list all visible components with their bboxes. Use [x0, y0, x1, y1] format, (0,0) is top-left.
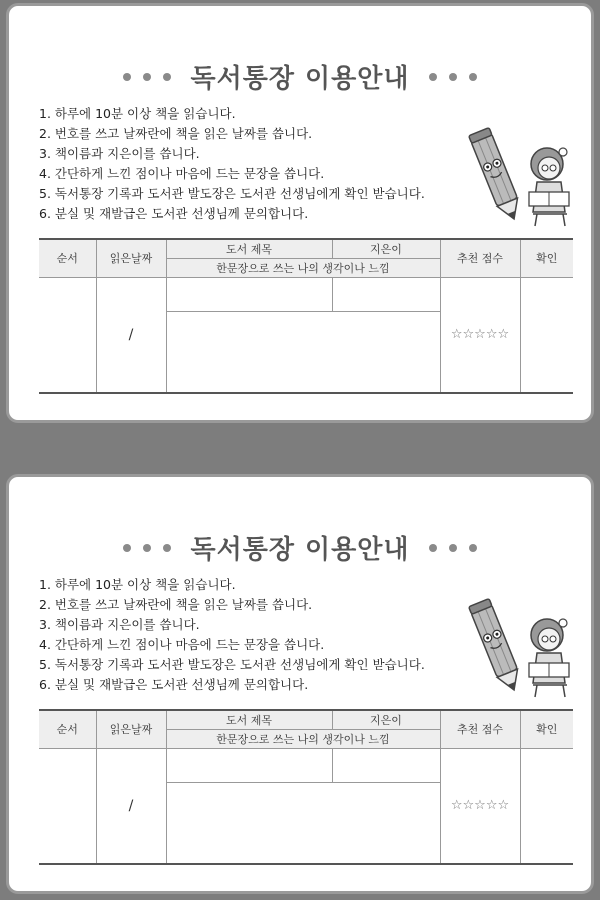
header-author: 지은이 — [332, 239, 440, 258]
header-order: 순서 — [39, 710, 96, 748]
author-cell[interactable] — [332, 277, 440, 311]
date-slash: / — [128, 326, 134, 343]
rule-item: 1. 하루에 10분 이상 책을 읽습니다. — [39, 106, 236, 121]
confirm-cell[interactable] — [520, 277, 573, 393]
header-confirm: 확인 — [520, 710, 573, 748]
header-date: 읽은날짜 — [96, 239, 166, 277]
header-book-title: 도서 제목 — [166, 239, 332, 258]
title-dots-left — [123, 544, 171, 552]
header-book-title: 도서 제목 — [166, 710, 332, 729]
star-rating-icon: ☆☆☆☆☆ — [450, 798, 510, 814]
summary-cell[interactable] — [166, 311, 440, 393]
reading-log-table — [39, 709, 573, 865]
reading-passbook-card-2 — [6, 474, 594, 894]
header-confirm: 확인 — [520, 239, 573, 277]
header-author: 지은이 — [332, 710, 440, 729]
title-dots-right — [429, 73, 477, 81]
summary-cell[interactable] — [166, 782, 440, 864]
confirm-cell[interactable] — [520, 748, 573, 864]
order-cell[interactable] — [39, 748, 96, 864]
rule-item: 2. 번호를 쓰고 날짜란에 책을 읽은 날짜를 씁니다. — [39, 597, 313, 612]
rule-item: 1. 하루에 10분 이상 책을 읽습니다. — [39, 577, 236, 592]
header-date: 읽은날짜 — [96, 710, 166, 748]
title-row — [9, 529, 591, 566]
rule-item: 3. 책이름과 지은이를 씁니다. — [39, 617, 200, 632]
rating-cell[interactable] — [440, 748, 520, 864]
date-slash: / — [128, 797, 134, 814]
rule-item: 5. 독서통장 기록과 도서관 발도장은 도서관 선생님에게 확인 받습니다. — [39, 186, 425, 201]
rule-item: 5. 독서통장 기록과 도서관 발도장은 도서관 선생님에게 확인 받습니다. — [39, 657, 425, 672]
usage-rules — [39, 575, 425, 695]
header-rating: 추천 점수 — [440, 239, 520, 277]
title-row — [9, 58, 591, 95]
book-title-cell[interactable] — [166, 748, 332, 782]
header-order: 순서 — [39, 239, 96, 277]
rule-item: 4. 간단하게 느낀 점이나 마음에 드는 문장을 씁니다. — [39, 166, 325, 181]
pencil-character-icon — [467, 124, 582, 229]
date-cell[interactable] — [96, 748, 166, 864]
page-title: 독서통장 이용안내 — [190, 535, 410, 565]
rule-item: 2. 번호를 쓰고 날짜란에 책을 읽은 날짜를 씁니다. — [39, 126, 313, 141]
rule-item: 4. 간단하게 느낀 점이나 마음에 드는 문장을 씁니다. — [39, 637, 325, 652]
header-summary: 한문장으로 쓰는 나의 생각이나 느낌 — [166, 729, 440, 748]
book-title-cell[interactable] — [166, 277, 332, 311]
usage-rules — [39, 104, 425, 224]
reading-passbook-card-1 — [6, 3, 594, 423]
rule-item: 6. 분실 및 재발급은 도서관 선생님께 문의합니다. — [39, 206, 309, 221]
rule-item: 6. 분실 및 재발급은 도서관 선생님께 문의합니다. — [39, 677, 309, 692]
order-cell[interactable] — [39, 277, 96, 393]
star-rating-icon: ☆☆☆☆☆ — [450, 327, 510, 343]
girl-reading-icon — [529, 148, 569, 226]
girl-reading-icon — [529, 619, 569, 697]
author-cell[interactable] — [332, 748, 440, 782]
header-summary: 한문장으로 쓰는 나의 생각이나 느낌 — [166, 258, 440, 277]
rule-item: 3. 책이름과 지은이를 씁니다. — [39, 146, 200, 161]
header-rating: 추천 점수 — [440, 710, 520, 748]
title-dots-left — [123, 73, 171, 81]
date-cell[interactable] — [96, 277, 166, 393]
reading-log-table — [39, 238, 573, 394]
page-title: 독서통장 이용안내 — [190, 64, 410, 94]
title-dots-right — [429, 544, 477, 552]
pencil-character-icon — [467, 595, 582, 700]
rating-cell[interactable] — [440, 277, 520, 393]
